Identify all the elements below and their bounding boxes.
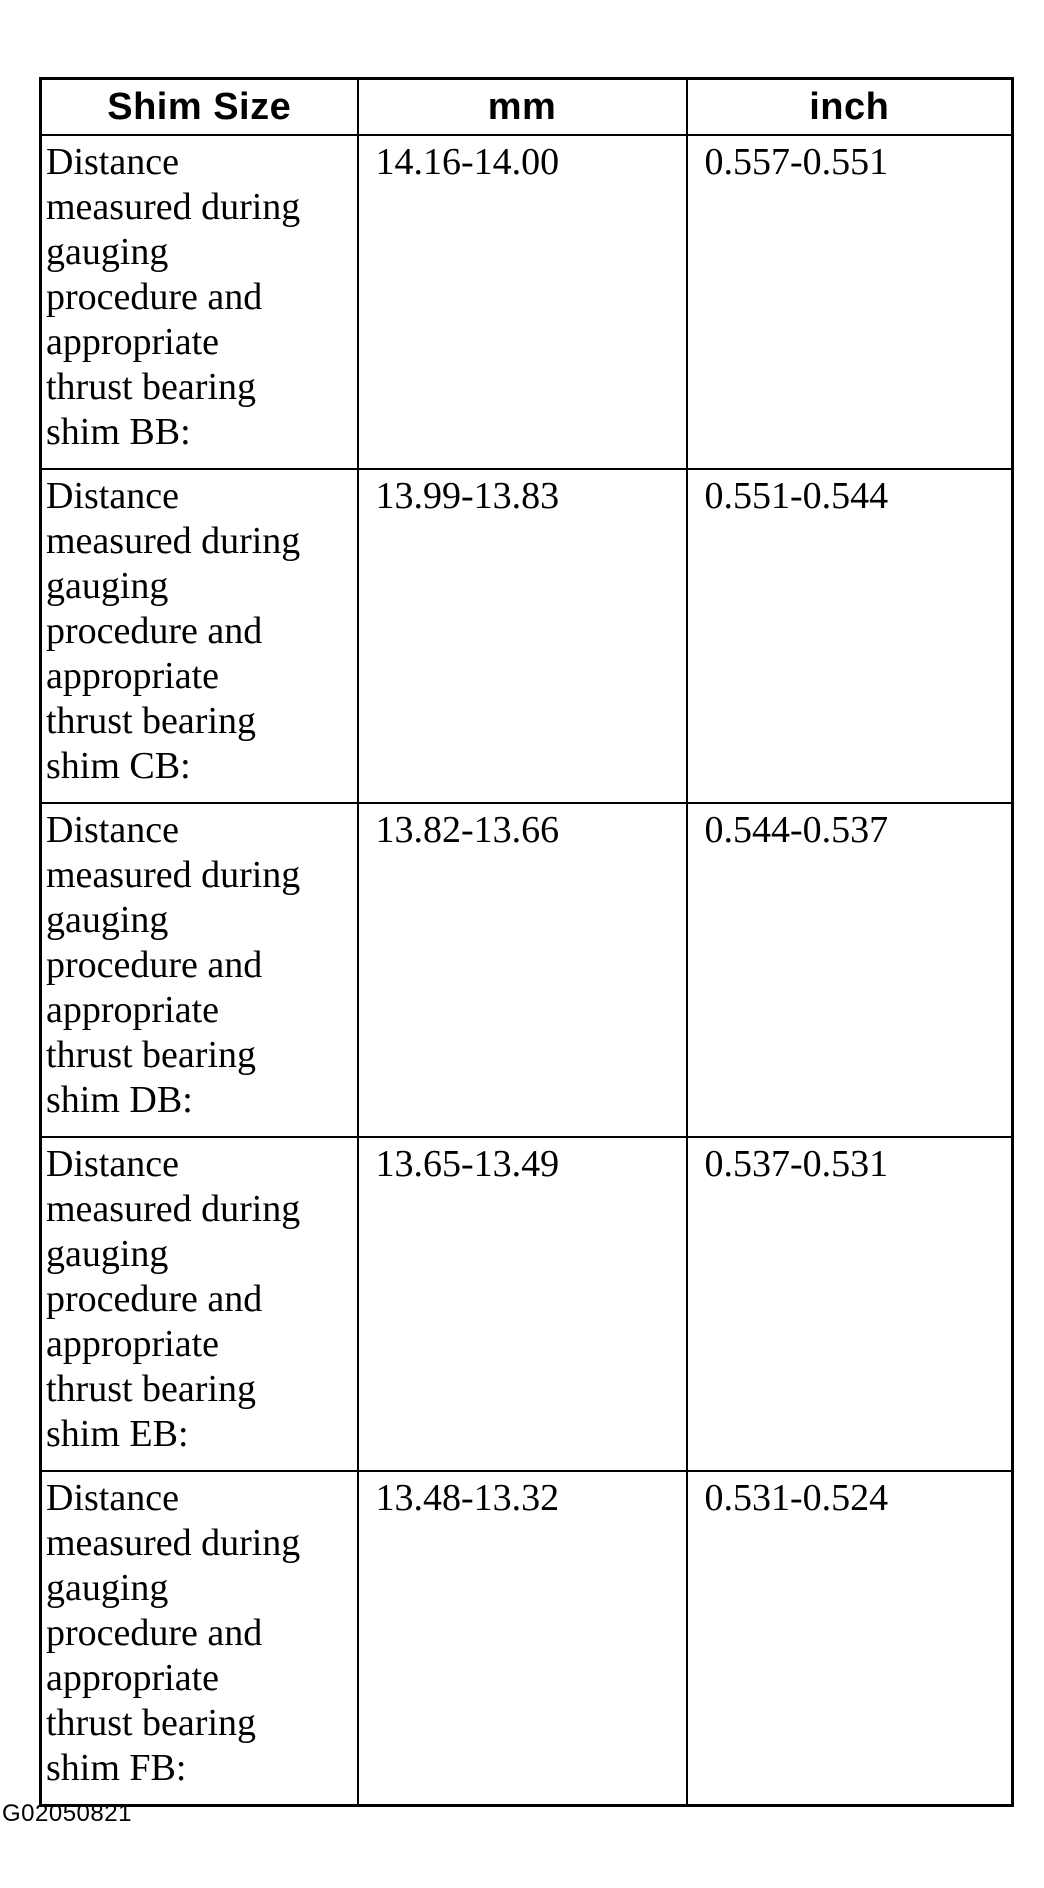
- shim-description-cell: [41, 469, 358, 803]
- mm-value: 13.65-13.49: [358, 1137, 687, 1471]
- mm-value: 13.99-13.83: [358, 469, 687, 803]
- mm-value: 13.48-13.32: [358, 1471, 687, 1806]
- shim-description: Distance measured during gauging procedure and appropriate thrust bearing shim DB:: [46, 809, 301, 1121]
- inch-value: 0.557-0.551: [687, 135, 1013, 469]
- inch-value: 0.544-0.537: [687, 803, 1013, 1137]
- shim-description-cell: [41, 1137, 358, 1471]
- shim-description: Distance measured during gauging procedure and appropriate thrust bearing shim FB:: [46, 1477, 301, 1789]
- shim-size-table: [39, 77, 1014, 1807]
- header-shim-size: Shim Size: [41, 79, 358, 136]
- inch-value: 0.551-0.544: [687, 469, 1013, 803]
- shim-description: Distance measured during gauging procedure and appropriate thrust bearing shim CB:: [46, 475, 301, 787]
- table-row: [41, 803, 1013, 1137]
- inch-value: 0.537-0.531: [687, 1137, 1013, 1471]
- table-row: [41, 1137, 1013, 1471]
- inch-value: 0.531-0.524: [687, 1471, 1013, 1806]
- table-row: [41, 135, 1013, 469]
- shim-description: Distance measured during gauging procedure and appropriate thrust bearing shim EB:: [46, 1143, 301, 1455]
- header-mm: mm: [358, 79, 687, 136]
- table-row: [41, 469, 1013, 803]
- figure-code: G02050821: [2, 1800, 132, 1827]
- shim-description-cell: [41, 135, 358, 469]
- shim-description-cell: [41, 803, 358, 1137]
- table-row: [41, 1471, 1013, 1806]
- shim-description-cell: [41, 1471, 358, 1806]
- mm-value: 13.82-13.66: [358, 803, 687, 1137]
- mm-value: 14.16-14.00: [358, 135, 687, 469]
- header-inch: inch: [687, 79, 1013, 136]
- shim-description: Distance measured during gauging procedure and appropriate thrust bearing shim BB:: [46, 141, 301, 453]
- table-header-row: [41, 79, 1013, 136]
